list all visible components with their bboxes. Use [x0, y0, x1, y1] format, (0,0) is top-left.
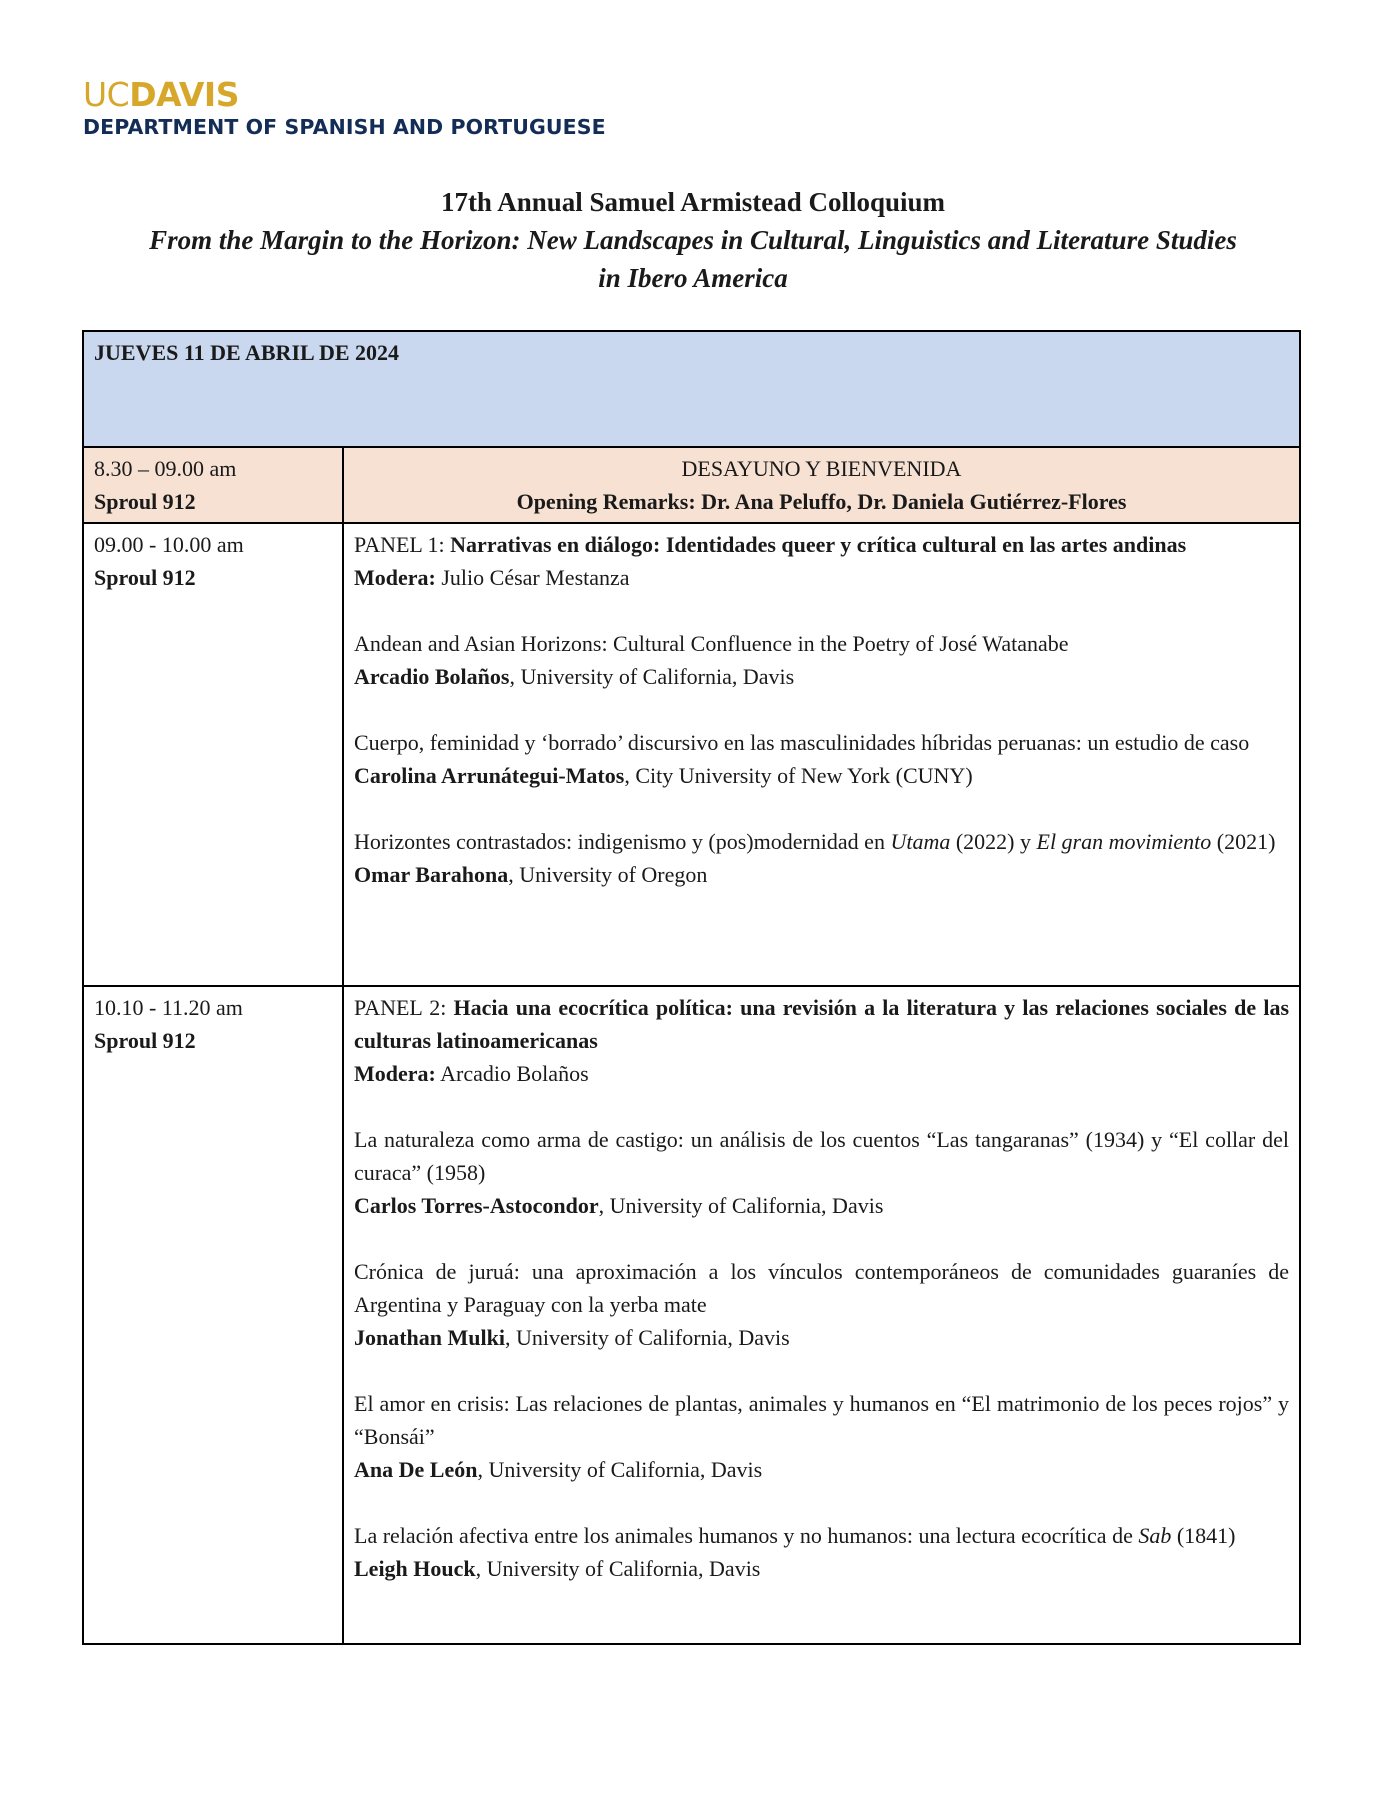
talk-title: Cuerpo, feminidad y ‘borrado’ discursivo en las masculinidades híbridas peruanas: un estudio de caso — [354, 730, 1250, 755]
speaker-affiliation: , University of California, Davis — [475, 1556, 761, 1581]
panel1-details-cell — [343, 523, 1300, 986]
logo-wordmark — [83, 75, 606, 114]
breakfast-details-cell — [343, 447, 1300, 523]
talk-title-italic: Utama — [890, 829, 951, 854]
panel1-title: Narrativas en diálogo: Identidades queer y crítica cultural en las artes andinas — [450, 532, 1187, 557]
speaker-name: Carlos Torres-Astocondor — [354, 1193, 599, 1218]
talk-speaker — [354, 858, 1289, 891]
talk-speaker — [354, 1453, 1289, 1486]
talk-title-italic: El gran movimiento — [1036, 829, 1212, 854]
talk-item — [354, 1519, 1289, 1585]
breakfast-title: DESAYUNO Y BIENVENIDA — [681, 456, 962, 481]
program-table — [82, 330, 1301, 1645]
speaker-name: Omar Barahona — [354, 862, 509, 887]
speaker-name: Jonathan Mulki — [354, 1325, 505, 1350]
speaker-affiliation: , City University of New York (CUNY) — [624, 763, 973, 788]
panel2-label: PANEL 2: — [354, 995, 447, 1020]
panel2-details-cell — [343, 986, 1300, 1644]
panel2-time-cell — [83, 986, 343, 1644]
day-header: JUEVES 11 DE ABRIL DE 2024 — [83, 331, 1300, 447]
panel2-time: 10.10 - 11.20 am — [94, 995, 243, 1020]
talk-item — [354, 825, 1289, 891]
talk-item — [354, 627, 1289, 693]
talk-title-part: (2022) y — [950, 829, 1037, 854]
panel1-time-cell — [83, 523, 343, 986]
colloquium-title: 17th Annual Samuel Armistead Colloquium — [440, 187, 946, 217]
panel1-heading — [354, 528, 1289, 561]
speaker-name: Leigh Houck — [354, 1556, 476, 1581]
panel1-label: PANEL 1: — [354, 532, 445, 557]
breakfast-time-cell — [83, 447, 343, 523]
panel1-location: Sproul 912 — [94, 565, 196, 590]
speaker-affiliation: , University of California, Davis — [477, 1457, 763, 1482]
logo-uc: UC — [83, 75, 130, 114]
moderator-label: Modera: — [354, 1061, 436, 1086]
moderator-label: Modera: — [354, 565, 436, 590]
talk-speaker — [354, 759, 1289, 792]
talk-title: La naturaleza como arma de castigo: un análisis de los cuentos “Las tangaranas” (1934) y “El collar del curaca” (1958) — [354, 1127, 1289, 1185]
talk-item — [354, 1255, 1289, 1354]
talk-speaker — [354, 660, 1289, 693]
talk-title — [354, 1519, 1289, 1552]
speaker-affiliation: , University of California, Davis — [509, 664, 795, 689]
talk-title-italic: Sab — [1138, 1523, 1172, 1548]
talk-title-part: Horizontes contrastados: indigenismo y (pos)modernidad en — [354, 829, 891, 854]
panel2-location: Sproul 912 — [94, 1028, 196, 1053]
opening-remarks: Opening Remarks: Dr. Ana Peluffo, Dr. Daniela Gutiérrez-Flores — [516, 489, 1127, 514]
colloquium-subtitle-line2: in Ibero America — [598, 263, 788, 293]
document-titles — [60, 183, 1326, 297]
speaker-name: Carolina Arrunátegui-Matos — [354, 763, 625, 788]
logo-davis: DAVIS — [129, 75, 239, 114]
talk-speaker — [354, 1189, 1289, 1222]
colloquium-subtitle-line1: From the Margin to the Horizon: New Landscapes in Cultural, Linguistics and Literature Studies — [149, 225, 1237, 255]
panel1-row — [83, 523, 1300, 986]
speaker-affiliation: , University of California, Davis — [505, 1325, 790, 1350]
talk-item — [354, 726, 1289, 792]
talk-title — [354, 825, 1289, 858]
breakfast-time: 8.30 – 09.00 am — [94, 456, 237, 481]
panel2-heading — [354, 991, 1289, 1057]
panel1-time: 09.00 - 10.00 am — [94, 532, 244, 557]
talk-title-part: La relación afectiva entre los animales humanos y no humanos: una lectura ecocrítica de — [354, 1523, 1139, 1548]
talk-title: Andean and Asian Horizons: Cultural Confluence in the Poetry of José Watanabe — [354, 631, 1069, 656]
panel1-moderator — [354, 561, 1289, 594]
talk-title: Crónica de juruá: una aproximación a los vínculos contemporáneos de comunidades guaraníes de Argentina y Paraguay con la yerba mate — [354, 1259, 1289, 1317]
speaker-name: Ana De León — [354, 1457, 478, 1482]
talk-speaker — [354, 1552, 1289, 1585]
moderator-name: Arcadio Bolaños — [440, 1061, 589, 1086]
talk-item — [354, 1387, 1289, 1486]
talk-title: El amor en crisis: Las relaciones de plantas, animales y humanos en “El matrimonio de los peces rojos” y “Bonsái” — [354, 1391, 1289, 1449]
moderator-name: Julio César Mestanza — [441, 565, 630, 590]
talk-title-part: (2021) — [1211, 829, 1276, 854]
breakfast-row — [83, 447, 1300, 523]
talk-item — [354, 1123, 1289, 1222]
department-name: DEPARTMENT OF SPANISH AND PORTUGUESE — [83, 115, 606, 139]
speaker-name: Arcadio Bolaños — [354, 664, 510, 689]
panel2-moderator — [354, 1057, 1289, 1090]
talk-speaker — [354, 1321, 1289, 1354]
ucdavis-logo — [83, 75, 606, 139]
breakfast-location: Sproul 912 — [94, 489, 196, 514]
speaker-affiliation: , University of California, Davis — [598, 1193, 884, 1218]
speaker-affiliation: , University of Oregon — [508, 862, 708, 887]
panel2-title: Hacia una ecocrítica política: una revisión a la literatura y las relaciones sociales de las culturas latinoamericanas — [354, 995, 1290, 1053]
panel2-row — [83, 986, 1300, 1644]
talk-title-part: (1841) — [1171, 1523, 1236, 1548]
